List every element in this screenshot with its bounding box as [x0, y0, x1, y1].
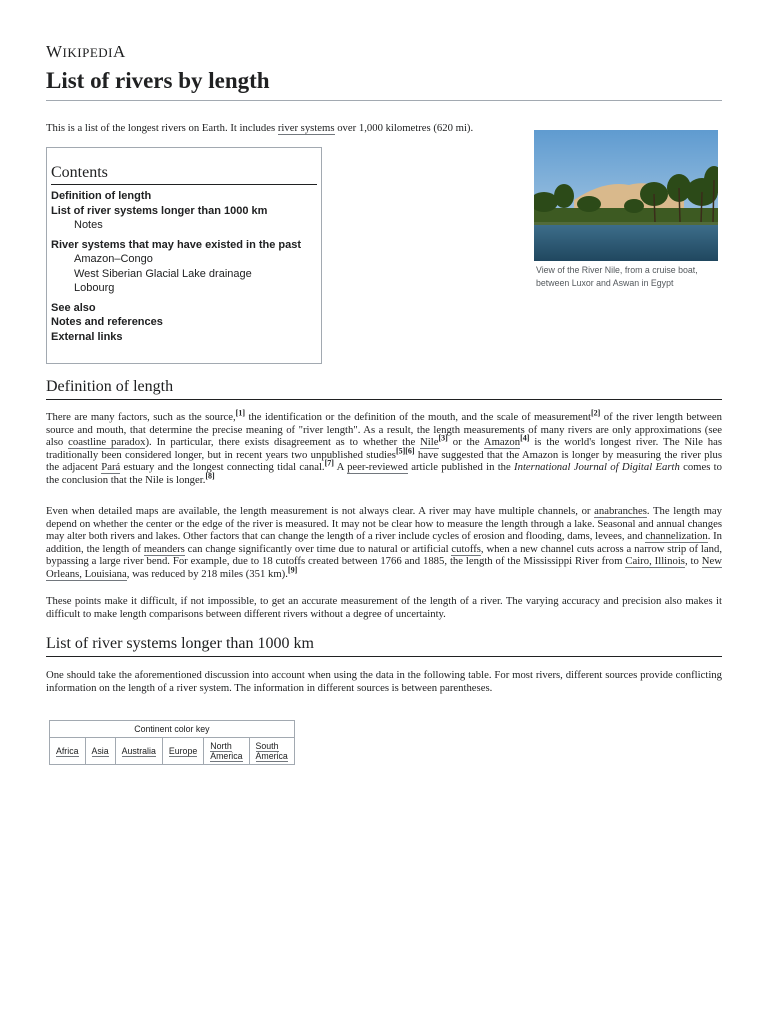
toc-item-amazon-congo[interactable]: Amazon–Congo [74, 253, 153, 265]
continent-color-key [49, 720, 295, 765]
key-south-label: South [255, 741, 279, 751]
definition-paragraph-3: These points make it difficult, if not impossible, to get an accurate measurement of the length of a river. The varying accuracy and precision also makes it difficult to make length comparisons between different rivers without a degree of uncertainty. [46, 595, 722, 620]
toc-item-past-systems[interactable]: River systems that may have existed in the past [51, 238, 302, 251]
wikipedia-logo[interactable] [46, 42, 126, 62]
intro-text-end: over 1,000 kilometres (620 mi). [334, 122, 474, 134]
toc-item-external-links[interactable]: External links [51, 330, 123, 343]
ref-5-6[interactable]: [5][6] [395, 446, 415, 456]
key-africa-label: Africa [56, 746, 79, 756]
table-of-contents [46, 147, 322, 364]
text: . In addition, the length of [46, 530, 722, 555]
key-america-label: America [210, 751, 243, 761]
link-para[interactable]: Pará [101, 461, 121, 474]
text: , to [684, 555, 702, 568]
list-intro-paragraph: One should take the aforementioned discussion into account when using the data in the following table. For most rivers, different sources provide conflicting information on the length of a river system. The information in different sources is between parentheses. [46, 669, 722, 694]
key-south-america[interactable] [249, 738, 294, 765]
toc-item-notes[interactable]: Notes [74, 219, 103, 231]
link-meanders[interactable]: meanders [143, 542, 185, 555]
key-europe-label: Europe [168, 746, 198, 756]
key-north-label: North [210, 741, 232, 751]
ref-9[interactable]: [9] [287, 565, 298, 575]
ref-8[interactable]: [8] [205, 471, 215, 481]
text: Even when detailed maps are available, the length measurement is not always clear. A river may have multiple channels, or [46, 505, 595, 517]
text: have suggested that the Amazon is longer by measuring the river plus the adjacent [46, 448, 723, 474]
ref-3[interactable]: [3] [438, 433, 448, 443]
text: is the world's longest river. The Nile has traditionally been considered longer, but in recent years two unpublished studies [46, 436, 723, 461]
text: A [333, 461, 348, 474]
toc-item-lobourg[interactable]: Lobourg [74, 282, 115, 294]
intro-paragraph [46, 122, 526, 135]
text: can change significantly over time due to natural or artificial [184, 542, 452, 555]
text: . The length may depend on whether the center or the edge of the river is measured. It may not be clear how to measure the length through a lake. Seasonal and annual changes may alter both rivers and lakes. Other factors that can change the length of a river include cycles of erosion and flooding, dams, levees, and [46, 505, 722, 543]
key-america-label-2: America [255, 751, 288, 761]
link-cairo-illinois[interactable]: Cairo, Illinois [625, 555, 685, 568]
toc-item-see-also[interactable]: See also [51, 301, 96, 314]
link-new-orleans[interactable]: New Orleans, Louisiana [46, 555, 722, 580]
ref-1[interactable]: [1] [235, 408, 245, 418]
key-asia[interactable] [85, 738, 115, 765]
ref-7[interactable]: [7] [324, 458, 334, 468]
link-peer-reviewed[interactable]: peer-reviewed [347, 461, 408, 474]
text: There are many factors, such as the source, [46, 411, 236, 423]
definition-paragraph-2 [46, 505, 722, 581]
text: article published in the [407, 461, 515, 474]
link-amazon[interactable]: Amazon [483, 436, 521, 449]
text: of the river length between source and mouth, that determine the precise meaning of "river length". As a result, the length measurements of many rivers are only approximations (see also [46, 411, 722, 449]
ref-4[interactable]: [4] [520, 433, 530, 443]
link-cutoffs[interactable]: cutoffs [451, 542, 481, 555]
page-title: List of rivers by length [46, 68, 722, 101]
logo-middle: IKIPEDI [62, 45, 113, 60]
link-coastline-paradox[interactable]: coastline paradox [68, 436, 146, 449]
text: estuary and the longest connecting tidal canal. [120, 461, 325, 474]
text: , was reduced by 218 miles (351 km). [126, 567, 288, 580]
color-key-title: Continent color key [50, 721, 295, 738]
text: ). In particular, there exists disagreement as to whether the [145, 436, 421, 449]
toc-title: Contents [51, 164, 317, 185]
toc-item-definition[interactable]: Definition of length [51, 190, 152, 202]
text: or the [447, 436, 484, 449]
key-asia-label: Asia [91, 746, 109, 756]
thumbnail [534, 130, 718, 289]
toc-item-list[interactable]: List of river systems longer than 1000 km [51, 204, 268, 217]
heading-river-list: List of river systems longer than 1000 km [46, 635, 722, 657]
intro-text: This is a list of the longest rivers on Earth. It includes [46, 122, 278, 134]
nile-photo[interactable] [534, 130, 718, 261]
text: , when a new channel cuts across a narrow strip of land, bypassing a large river bend. For example, due to 18 cutoffs created between 1766 and 1885, the length of the Mississippi River from [46, 542, 722, 568]
link-anabranches[interactable]: anabranches [594, 505, 647, 517]
logo-w: W [46, 42, 63, 61]
toc-item-west-siberian[interactable]: West Siberian Glacial Lake drainage [74, 267, 252, 280]
link-nile[interactable]: Nile [420, 436, 439, 449]
link-river-systems[interactable]: river systems [277, 122, 335, 134]
thumb-caption: View of the River Nile, from a cruise boat, between Luxor and Aswan in Egypt [536, 265, 698, 288]
key-australia[interactable] [115, 738, 162, 765]
key-north-america[interactable] [204, 738, 249, 765]
logo-a: A [112, 42, 126, 61]
journal-name: International Journal of Digital Earth [514, 461, 680, 474]
key-africa[interactable] [50, 738, 86, 765]
toc-item-notes-references[interactable]: Notes and references [51, 316, 163, 328]
key-europe[interactable] [162, 738, 203, 765]
text: the identification or the definition of the mouth, and the scale of measurement [245, 411, 591, 423]
text: comes to the conclusion that the Nile is longer. [46, 461, 722, 486]
key-australia-label: Australia [121, 746, 156, 756]
ref-2[interactable]: [2] [590, 408, 601, 418]
heading-definition: Definition of length [46, 378, 722, 400]
link-channelization[interactable]: channelization [645, 530, 708, 543]
definition-paragraph-1 [46, 408, 723, 487]
